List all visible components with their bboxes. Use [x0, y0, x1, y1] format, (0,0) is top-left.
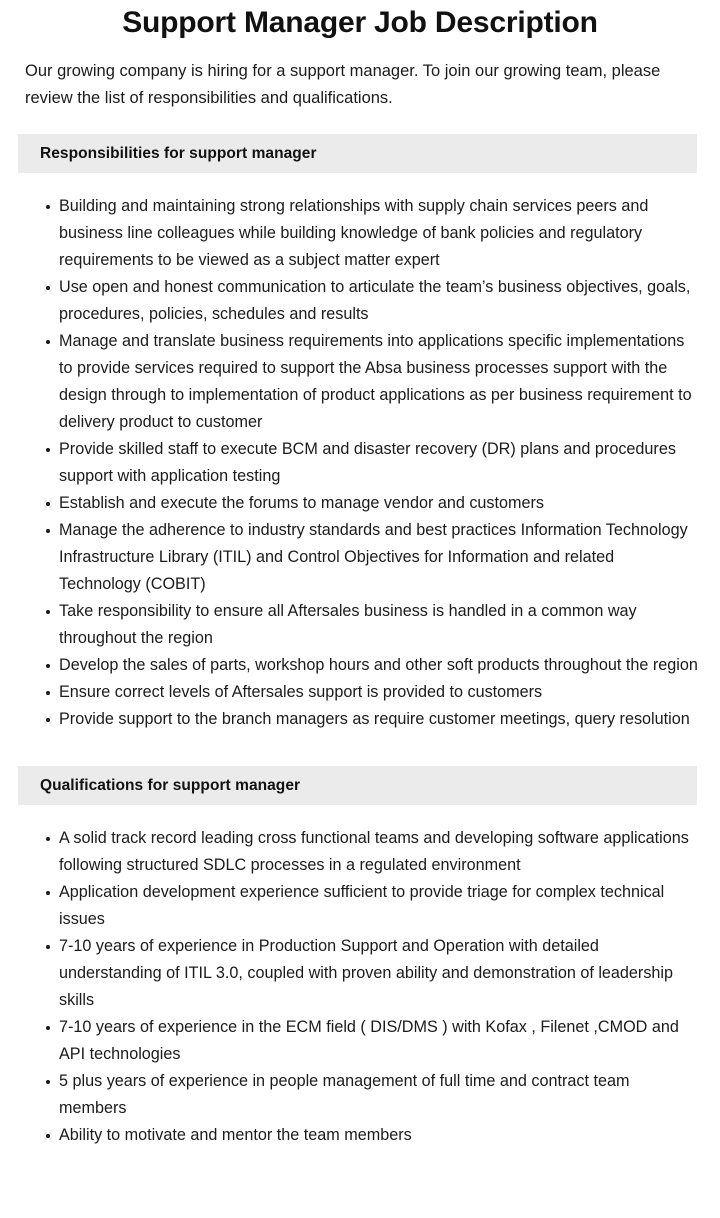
qualifications-list: [0, 825, 720, 1149]
list-item: Ability to motivate and mentor the team members: [59, 1122, 698, 1149]
section-header-qualifications: [18, 766, 697, 805]
list-item: Establish and execute the forums to manage vendor and customers: [59, 490, 698, 517]
section-header-qualifications-label: Qualifications for support manager: [40, 776, 301, 794]
section-header-responsibilities: [18, 134, 697, 173]
list-item: Provide skilled staff to execute BCM and disaster recovery (DR) plans and procedures support with application testing: [59, 436, 698, 490]
list-item: Manage the adherence to industry standards and best practices Information Technology Infrastructure Library (ITIL) and Control Objectives for Information and related Technology (COBIT): [59, 517, 698, 598]
list-item: Develop the sales of parts, workshop hours and other soft products throughout the region: [59, 652, 698, 679]
list-item: A solid track record leading cross functional teams and developing software applications following structured SDLC processes in a regulated environment: [59, 825, 698, 879]
list-item: Use open and honest communication to articulate the team’s business objectives, goals, procedures, policies, schedules and results: [59, 274, 698, 328]
responsibilities-list: [0, 193, 720, 733]
list-item: 7-10 years of experience in Production Support and Operation with detailed understanding of ITIL 3.0, coupled with proven ability and demonstration of leadership skills: [59, 933, 698, 1014]
list-item: Manage and translate business requirements into applications specific implementations to provide services required to support the Absa business processes support with the design through to implementation of product applications as per business requirement to delivery product to customer: [59, 328, 698, 436]
list-item: 5 plus years of experience in people management of full time and contract team members: [59, 1068, 698, 1122]
list-item: Building and maintaining strong relationships with supply chain services peers and business line colleagues while building knowledge of bank policies and regulatory requirements to be viewed as a subject matter expert: [59, 193, 698, 274]
list-item: Application development experience sufficient to provide triage for complex technical issues: [59, 879, 698, 933]
page-title: Support Manager Job Description: [122, 6, 598, 39]
intro-paragraph: Our growing company is hiring for a support manager. To join our growing team, please review the list of responsibilities and qualifications.: [25, 62, 661, 107]
list-item: Ensure correct levels of Aftersales support is provided to customers: [59, 679, 698, 706]
list-item: Take responsibility to ensure all Aftersales business is handled in a common way throughout the region: [59, 598, 698, 652]
list-item: 7-10 years of experience in the ECM field ( DIS/DMS ) with Kofax , Filenet ,CMOD and API technologies: [59, 1014, 698, 1068]
section-header-responsibilities-label: Responsibilities for support manager: [40, 144, 317, 162]
list-item: Provide support to the branch managers as require customer meetings, query resolution: [59, 706, 698, 733]
